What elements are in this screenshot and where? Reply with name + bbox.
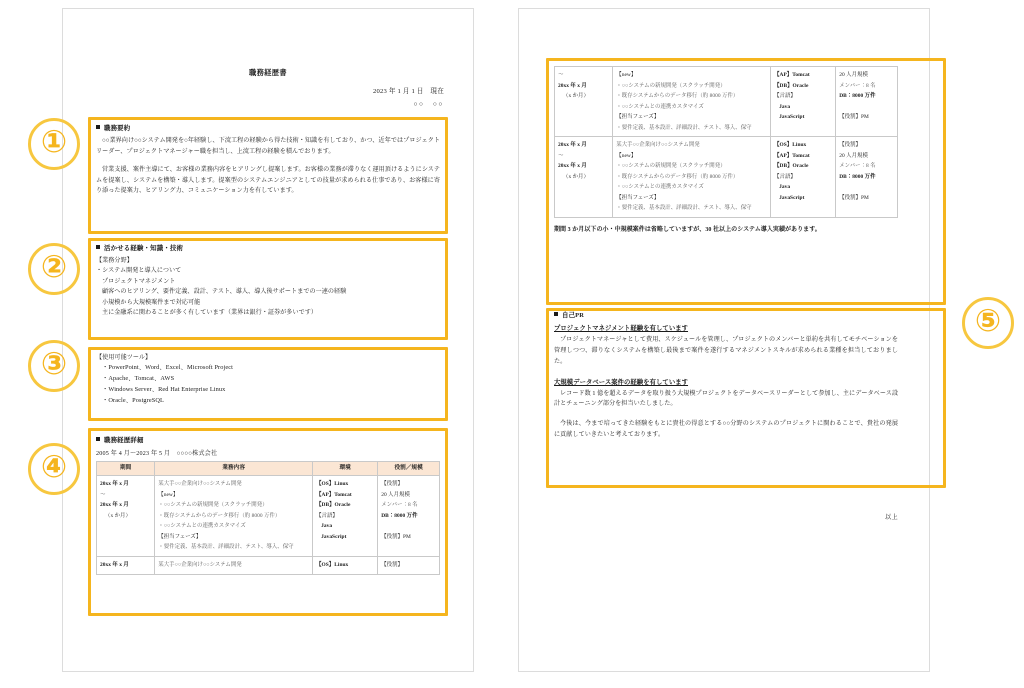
document-author-name: ○○ ○○: [413, 101, 444, 108]
section-career-heading: 職務経歴詳細: [96, 435, 440, 444]
career-table-page1: [96, 461, 440, 575]
cell-desc: 某大手○○企業向け○○システム開発: [155, 556, 313, 574]
skills-line: プロジェクトマネジメント: [102, 278, 176, 285]
cell-env: 【AP】Tomcat 【DB】Oracle 【言語】 Java JavaScript: [771, 67, 836, 137]
column-header-role: 役割／規模: [378, 462, 440, 476]
cell-period: 20xx 年 x 月 ～ 20xx 年 x 月 （x か月）: [97, 476, 155, 557]
cell-role: 【役割】 20 人月規模 メンバー：8 名 DB：8000 万件 【役割】PM: [836, 137, 898, 218]
cell-period: 20xx 年 x 月: [97, 556, 155, 574]
pr-final-paragraph: 今後は、今まで培ってきた経験をもとに貴社の得意とする○○分野のシステムのプロジェクトに関わることで、貴社の発展に貢献していきたいと考えております。: [554, 421, 898, 439]
marker-5: ⑤: [962, 297, 1014, 349]
section-self-pr: [554, 310, 898, 448]
table-row: [97, 556, 440, 574]
cell-desc: 某大手○○企業向け○○システム開発 【new】 ・○○システムの新規開発（スクラッチ開発） ・既存システムからのデータ移行（約 8000 万件） ・○○システムとの連携カスタマイズ 【担当フェーズ】 ・要件定義、基本設計、詳細設計、テスト、導入、保守: [613, 137, 771, 218]
career-period-company: 2005 年 4 月～2023 年 5 月 ○○○○株式会社: [96, 451, 218, 457]
section-self-pr-heading: 自己PR: [554, 310, 898, 319]
marker-1: ①: [28, 118, 80, 170]
summary-paragraph-1: ○○業界向け○○システム開発を○年経験し、下流工程の経験から得た技術・知識を有しており、かつ、近年ではプロジェクトリーダー、プロジェクトマネージャー職を担当し、上流工程の経験を積んでおります。: [96, 138, 440, 155]
cell-role: 【役割】: [378, 556, 440, 574]
column-header-env: 環境: [313, 462, 378, 476]
skills-line: ・システム開発と導入について: [96, 268, 182, 275]
career-table-page2: [554, 66, 898, 218]
tools-item: ・PowerPoint、Word、Excel、Microsoft Project: [102, 364, 233, 372]
marker-3: ③: [28, 340, 80, 392]
cell-period: ～ 20xx 年 x 月 （x か月）: [555, 67, 613, 137]
skills-line: 主に金融系に関わることが多く有しています（業界は銀行・証券が多いです）: [102, 310, 318, 317]
section-tools: [96, 353, 440, 407]
column-header-period: 期間: [97, 462, 155, 476]
document-closing: 以上: [885, 514, 898, 521]
cell-desc: 【new】 ・○○システムの新規開発（スクラッチ開発） ・既存システムからのデータ移行（約 8000 万件） ・○○システムとの連携カスタマイズ 【担当フェーズ】 ・要件定義、基本設計、詳細設計、テスト、導入、保守: [613, 67, 771, 137]
pr-title: 大規模データベース案件の経験を有しています: [554, 378, 689, 386]
bullet-square-icon: [96, 245, 100, 249]
pr-body: プロジェクトマネージャとして費用、スケジュールを管理し、プロジェクトのメンバーと単約を共有してモチベーションを管理しつつ、滞りなくシステムを構築し最後まで案件を遂行するマネジメントスキルが求められる業種を担当しておりました。: [554, 337, 898, 365]
section-skills-heading: 活かせる経験・知識・技術: [96, 243, 440, 252]
page-title: 職務経歴書: [249, 69, 287, 77]
section-summary-heading: 職務要約: [96, 123, 440, 132]
cell-env: 【OS】Linux: [313, 556, 378, 574]
section-career-history-continued: [554, 66, 898, 233]
marker-4: ④: [28, 443, 80, 495]
section-summary: [96, 123, 440, 204]
skills-line: 顧客へのヒアリング、要件定義、設計、テスト、導入、導入後サポートまでの一連の経験: [102, 289, 347, 296]
cell-desc: 某大手○○企業向け○○システム開発 【new】 ・○○システムの新規開発（スクラッチ開発） ・既存システムからのデータ移行（約 8000 万件） ・○○システムとの連携カスタマイズ 【担当フェーズ】 ・要件定義、基本設計、詳細設計、テスト、導入、保守: [155, 476, 313, 557]
table-row: [97, 476, 440, 557]
table-header-row: [97, 462, 440, 476]
table-row: [555, 137, 898, 218]
tools-label: 【使用可能ツール】: [96, 355, 152, 361]
document-header: [92, 68, 444, 108]
document-date: 2023 年 1 月 1 日 現在: [373, 88, 444, 95]
section-career-history: [96, 435, 440, 575]
bullet-square-icon: [96, 437, 100, 441]
bullet-square-icon: [554, 312, 558, 316]
marker-2: ②: [28, 243, 80, 295]
summary-paragraph-2: 営業支援、案件主導にて、お客様の業務内容をヒアリングし提案します。お客様の業務が滞りなく運用頂けるようにシステムを提案し、システムを構築・導入します。提案型のシステムエンジニアとしての技量が求められる仕事であり、お客様に寄り添った提案力、ヒアリング力、コミュニケーション力を有しています。: [96, 166, 440, 195]
bullet-square-icon: [96, 125, 100, 129]
pr-block: [554, 377, 898, 411]
tools-item: ・Apache、Tomcat、AWS: [102, 375, 175, 383]
pr-body: レコード数 1 億を超えるデータを取り扱う大規模プロジェクトをデータベースリーダーとして参加し、主にデータベース設計とチューニング部分を担当いたしました。: [554, 390, 898, 408]
career-note: 期間 3 か月以下の小・中規模案件は省略していますが、30 社以上のシステム導入実績があります。: [554, 226, 821, 233]
pr-block: [554, 323, 898, 368]
cell-role: 【役割】 20 人月規模 メンバー：8 名 DB：8000 万件 【役割】PM: [378, 476, 440, 557]
section-skills: [96, 243, 440, 319]
pr-title: プロジェクトマネジメント経験を有しています: [554, 325, 689, 332]
cell-env: 【OS】Linux 【AP】Tomcat 【DB】Oracle 【言語】 Java JavaScript: [771, 137, 836, 218]
cell-role: 20 人月規模 メンバー：8 名 DB：8000 万件 【役割】PM: [836, 67, 898, 137]
cell-period: 20xx 年 x 月 ～ 20xx 年 x 月 （x か月）: [555, 137, 613, 218]
table-row: [555, 67, 898, 137]
column-header-desc: 業務内容: [155, 462, 313, 476]
tools-item: ・Oracle、PostgreSQL: [102, 396, 164, 404]
tools-item: ・Windows Server、Red Hat Enterprise Linux: [102, 386, 226, 394]
cell-env: 【OS】Linux 【AP】Tomcat 【DB】Oracle 【言語】 Java JavaScript: [313, 476, 378, 557]
skills-line: 小規模から大規模案件まで対応可能: [102, 299, 201, 306]
skills-category-label: 【業務分野】: [96, 258, 133, 264]
